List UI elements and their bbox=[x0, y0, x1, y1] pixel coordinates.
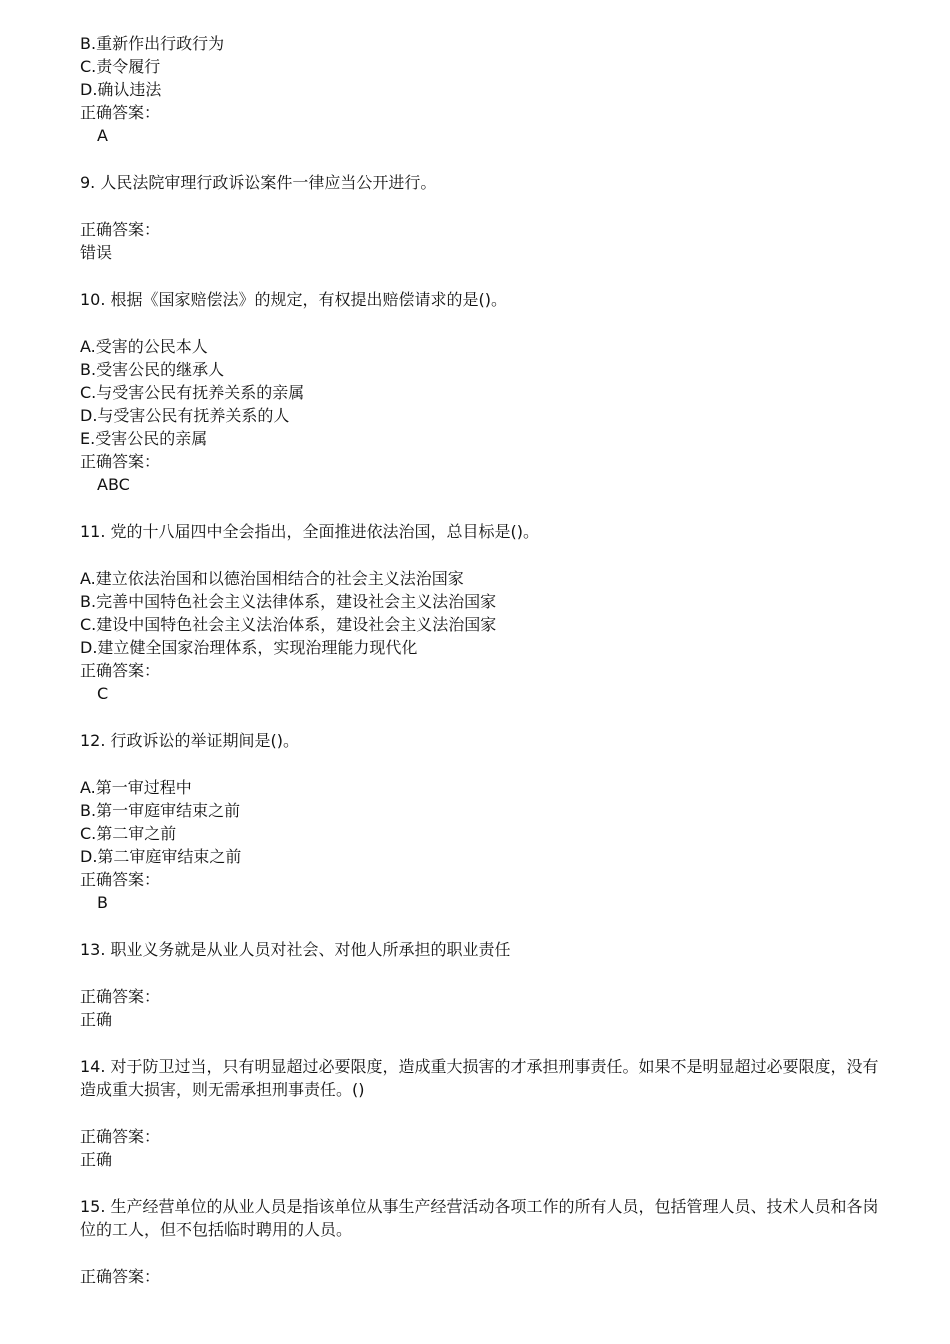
answer-value: 错误 bbox=[80, 243, 113, 262]
answer-label: 正确答案： bbox=[80, 1267, 161, 1286]
option-line: B.重新作出行政行为 bbox=[80, 34, 225, 53]
answer-label: 正确答案： bbox=[80, 870, 161, 889]
option-line: C.责令履行 bbox=[80, 57, 161, 76]
option-line: A.第一审过程中 bbox=[80, 778, 192, 797]
answer-value: C bbox=[97, 684, 109, 703]
answer-label: 正确答案： bbox=[80, 452, 161, 471]
option-line: C.建设中国特色社会主义法治体系，建设社会主义法治国家 bbox=[80, 615, 497, 634]
option-line: A.受害的公民本人 bbox=[80, 337, 208, 356]
answer-label: 正确答案： bbox=[80, 661, 161, 680]
option-line: B.完善中国特色社会主义法律体系，建设社会主义法治国家 bbox=[80, 592, 497, 611]
option-line: D.与受害公民有抚养关系的人 bbox=[80, 406, 290, 425]
option-line: C.第二审之前 bbox=[80, 824, 177, 843]
answer-label: 正确答案： bbox=[80, 1127, 161, 1146]
answer-value: ABC bbox=[97, 475, 130, 494]
option-line: D.第二审庭审结束之前 bbox=[80, 847, 242, 866]
answer-value: B bbox=[97, 893, 108, 912]
document-page bbox=[80, 32, 880, 1288]
question-text: 9. 人民法院审理行政诉讼案件一律应当公开进行。 bbox=[80, 173, 437, 192]
question-10 bbox=[80, 288, 880, 496]
answer-label: 正确答案： bbox=[80, 220, 161, 239]
answer-value: 正确 bbox=[80, 1150, 113, 1169]
question-13 bbox=[80, 938, 880, 1031]
question-text: 14. 对于防卫过当，只有明显超过必要限度，造成重大损害的才承担刑事责任。如果不是明显超过必要限度，没有造成重大损害，则无需承担刑事责任。() bbox=[80, 1057, 879, 1099]
answer-label: 正确答案： bbox=[80, 103, 161, 122]
prev-question-tail bbox=[80, 32, 880, 147]
question-14 bbox=[80, 1055, 880, 1171]
answer-value: 正确 bbox=[80, 1010, 113, 1029]
option-line: C.与受害公民有抚养关系的亲属 bbox=[80, 383, 305, 402]
question-9 bbox=[80, 171, 880, 264]
option-line: B.受害公民的继承人 bbox=[80, 360, 225, 379]
question-text: 13. 职业义务就是从业人员对社会、对他人所承担的职业责任 bbox=[80, 940, 511, 959]
question-text: 10. 根据《国家赔偿法》的规定，有权提出赔偿请求的是()。 bbox=[80, 290, 508, 309]
question-15 bbox=[80, 1195, 880, 1288]
question-text: 15. 生产经营单位的从业人员是指该单位从事生产经营活动各项工作的所有人员，包括管理人员、技术人员和各岗位的工人，但不包括临时聘用的人员。 bbox=[80, 1197, 879, 1239]
answer-label: 正确答案： bbox=[80, 987, 161, 1006]
option-line: A.建立依法治国和以德治国相结合的社会主义法治国家 bbox=[80, 569, 464, 588]
option-line: D.确认违法 bbox=[80, 80, 162, 99]
option-line: E.受害公民的亲属 bbox=[80, 429, 208, 448]
option-line: D.建立健全国家治理体系，实现治理能力现代化 bbox=[80, 638, 418, 657]
question-11 bbox=[80, 520, 880, 705]
question-text: 12. 行政诉讼的举证期间是()。 bbox=[80, 731, 300, 750]
question-12 bbox=[80, 729, 880, 914]
option-line: B.第一审庭审结束之前 bbox=[80, 801, 241, 820]
answer-value: A bbox=[97, 126, 108, 145]
question-text: 11. 党的十八届四中全会指出，全面推进依法治国，总目标是()。 bbox=[80, 522, 540, 541]
